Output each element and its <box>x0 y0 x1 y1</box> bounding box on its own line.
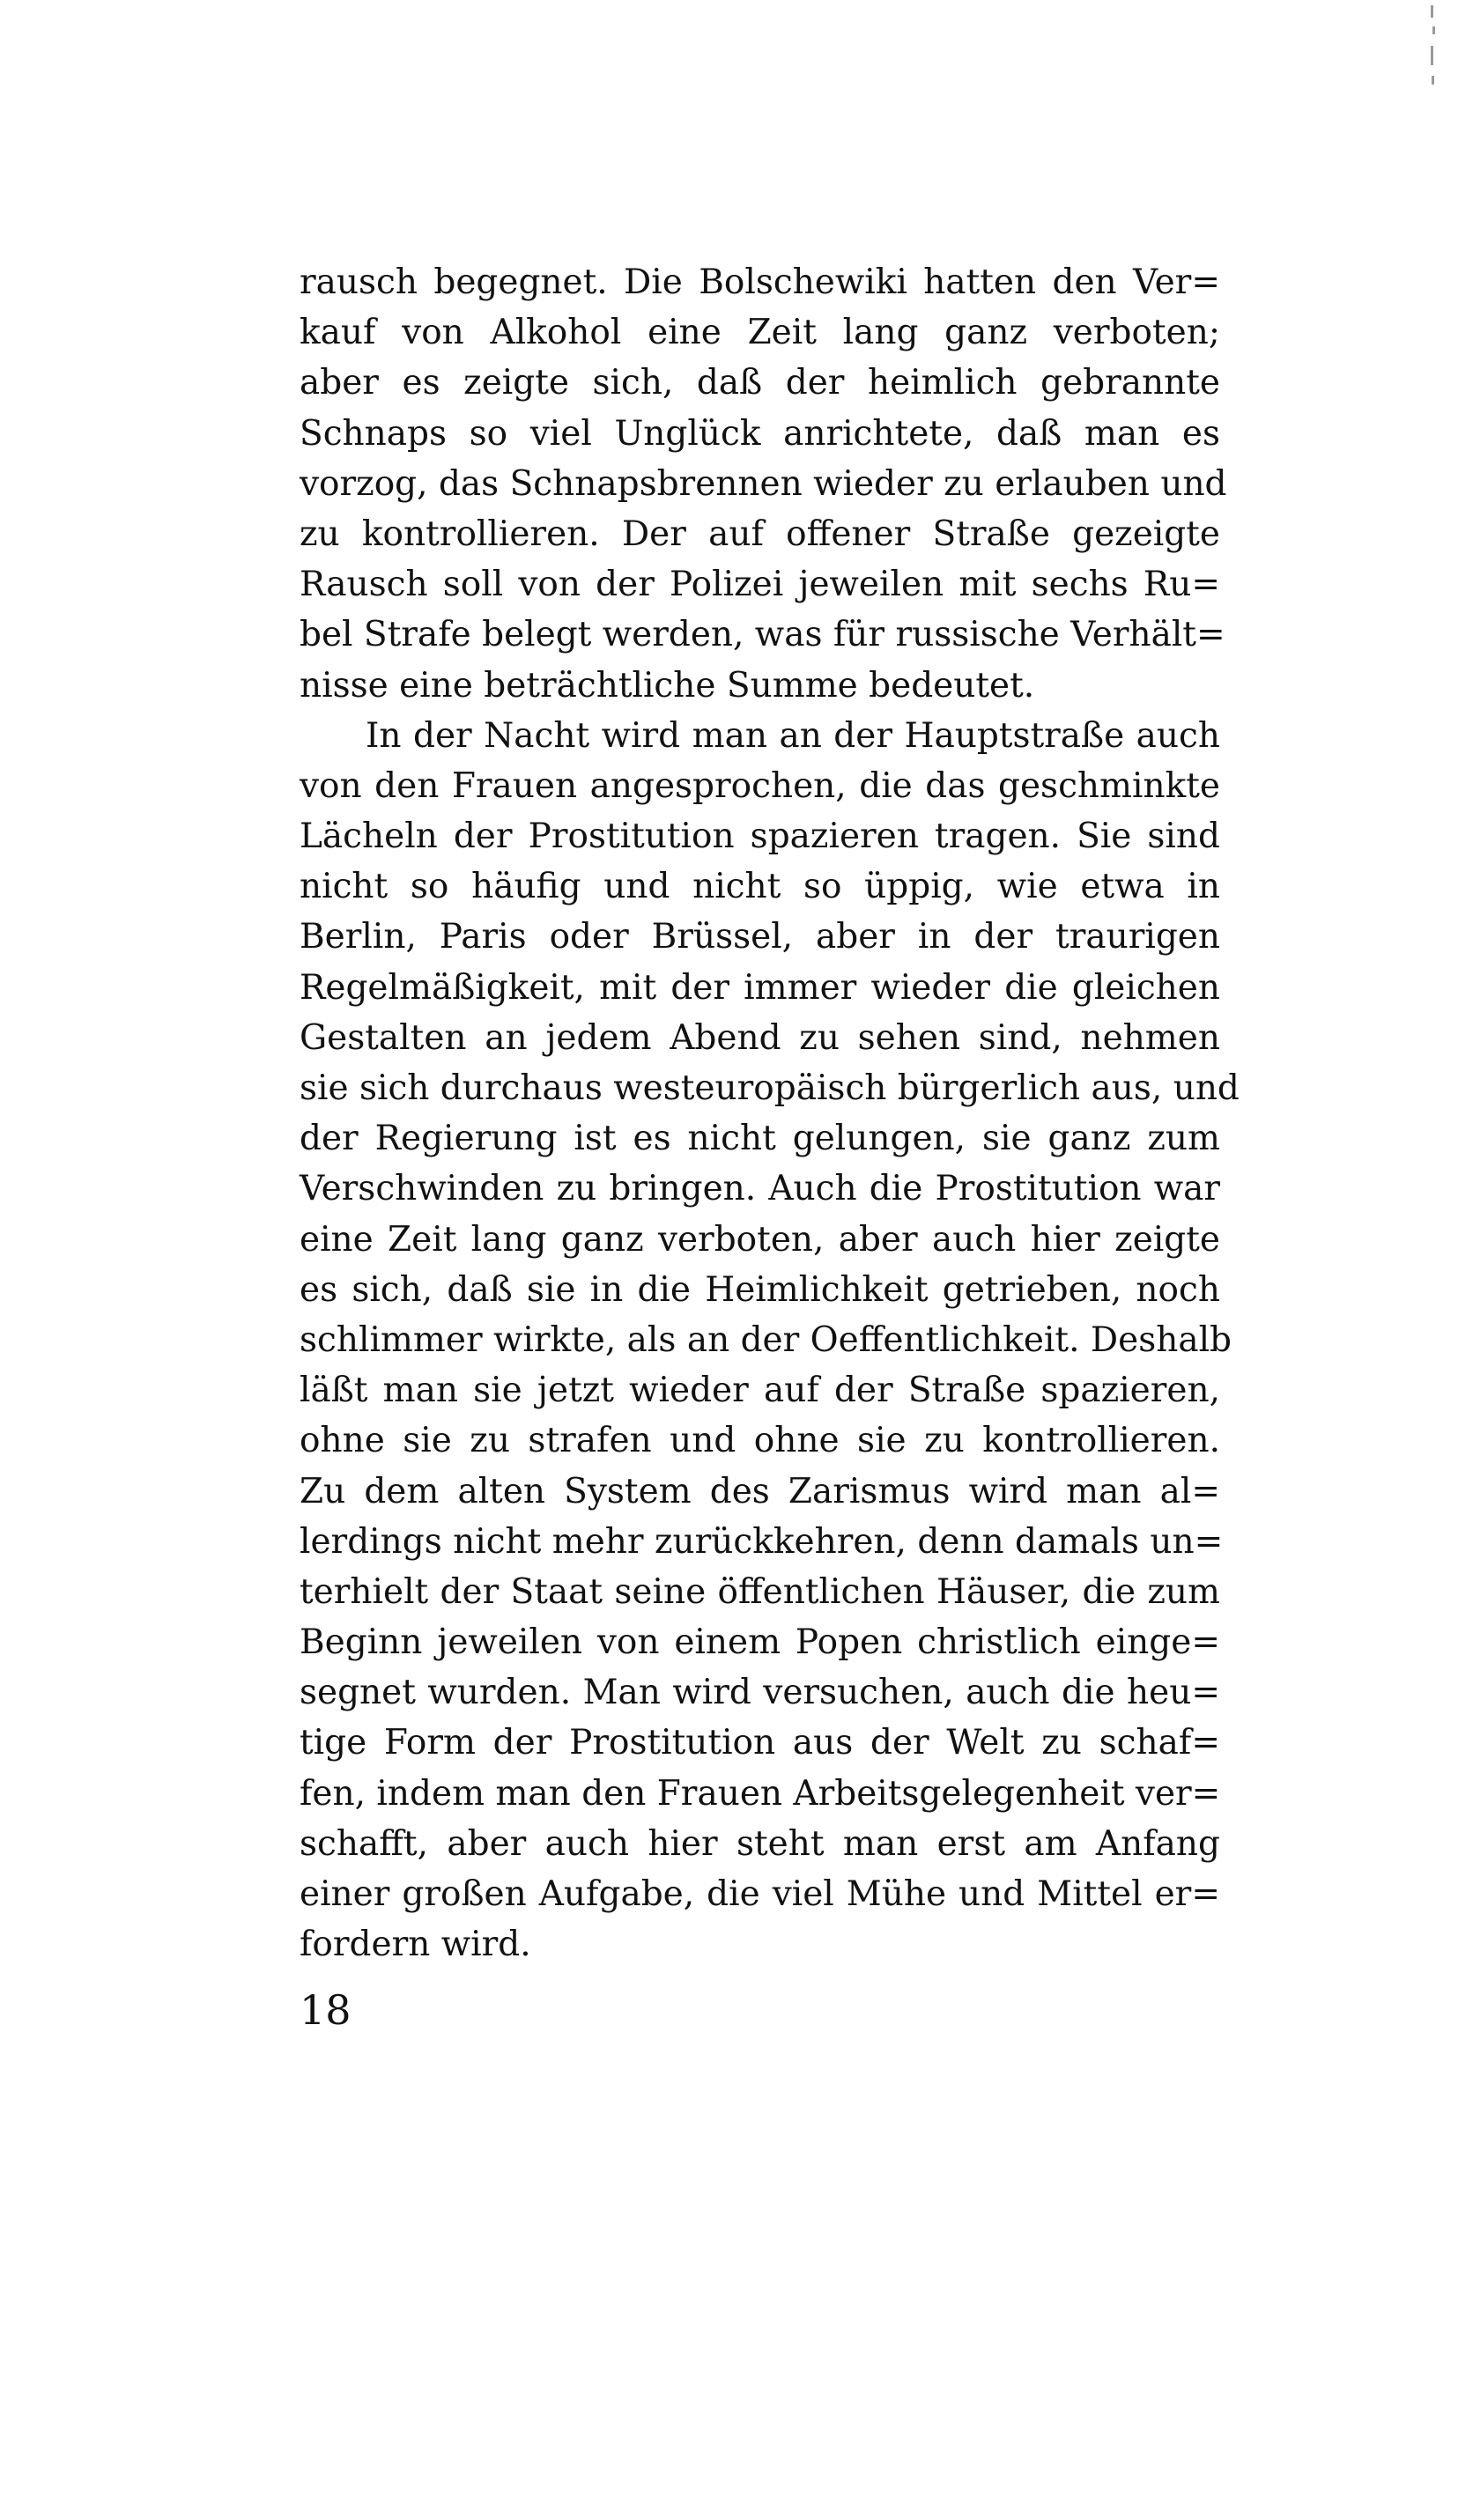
text-line: sie sich durchaus westeuropäisch bürgerlich aus, und <box>300 1068 1240 1108</box>
text-line: von den Frauen angesprochen, die das geschminkte <box>300 765 1220 806</box>
text-line: vorzog, das Schnapsbrennen wieder zu erlauben und <box>300 463 1227 504</box>
text-line: der Regierung ist es nicht gelungen, sie ganz zum <box>300 1119 1220 1159</box>
text-line: nisse eine beträchtliche Summe bedeutet. <box>300 665 1035 706</box>
text-line: Schnaps so viel Unglück anrichtete, daß man es <box>300 413 1220 454</box>
text-line: lerdings nicht mehr zurückkehren, denn damals un= <box>300 1521 1224 1562</box>
text-line: Berlin, Paris oder Brüssel, aber in der traurigen <box>300 917 1220 957</box>
scan-artifact <box>1431 0 1436 97</box>
text-line: kauf von Alkohol eine Zeit lang ganz verboten; <box>300 313 1220 353</box>
text-line: einer großen Aufgabe, die viel Mühe und Mittel er= <box>300 1874 1220 1914</box>
text-line: läßt man sie jetzt wieder auf der Straße spazieren, <box>300 1371 1220 1411</box>
body-text <box>300 257 1240 1969</box>
text-line: Regelmäßigkeit, mit der immer wieder die gleichen <box>300 967 1220 1008</box>
text-line: fordern wird. <box>300 1925 531 1965</box>
text-line: Gestalten an jedem Abend zu sehen sind, nehmen <box>300 1017 1220 1058</box>
text-line: schlimmer wirkte, als an der Oeffentlichkeit. Deshalb <box>300 1319 1232 1360</box>
text-line: ohne sie zu strafen und ohne sie zu kontrollieren. <box>300 1421 1220 1461</box>
text-line: zu kontrollieren. Der auf offener Straße gezeigte <box>300 514 1220 554</box>
text-line: In der Nacht wird man an der Hauptstraße auch <box>366 715 1220 756</box>
text-line: nicht so häufig und nicht so üppig, wie etwa in <box>300 867 1220 907</box>
text-line: Verschwinden zu bringen. Auch die Prostitution war <box>300 1169 1220 1209</box>
text-line: rausch begegnet. Die Bolschewiki hatten den Ver= <box>300 262 1220 302</box>
text-line: Beginn jeweilen von einem Popen christlich einge= <box>300 1622 1220 1663</box>
text-line: tige Form der Prostitution aus der Welt zu schaf= <box>300 1723 1220 1763</box>
text-line: schafft, aber auch hier steht man erst am Anfang <box>300 1823 1220 1864</box>
text-line: Lächeln der Prostitution spazieren tragen. Sie sind <box>300 817 1220 857</box>
text-line: terhielt der Staat seine öffentlichen Häuser, die zum <box>300 1571 1220 1612</box>
text-line: Zu dem alten System des Zarismus wird man al= <box>300 1471 1220 1511</box>
text-line: eine Zeit lang ganz verboten, aber auch hier zeigte <box>300 1219 1220 1260</box>
text-line: segnet wurden. Man wird versuchen, auch die heu= <box>300 1673 1220 1713</box>
text-line: Rausch soll von der Polizei jeweilen mit sechs Ru= <box>300 565 1220 605</box>
text-line: es sich, daß sie in die Heimlichkeit getrieben, noch <box>300 1269 1220 1310</box>
page-number: 18 <box>300 1986 352 2034</box>
text-line: fen, indem man den Frauen Arbeitsgelegenheit ver= <box>300 1773 1221 1814</box>
text-line: bel Strafe belegt werden, was für russische Verhält= <box>300 615 1225 655</box>
text-line: aber es zeigte sich, daß der heimlich gebrannte <box>300 363 1220 403</box>
